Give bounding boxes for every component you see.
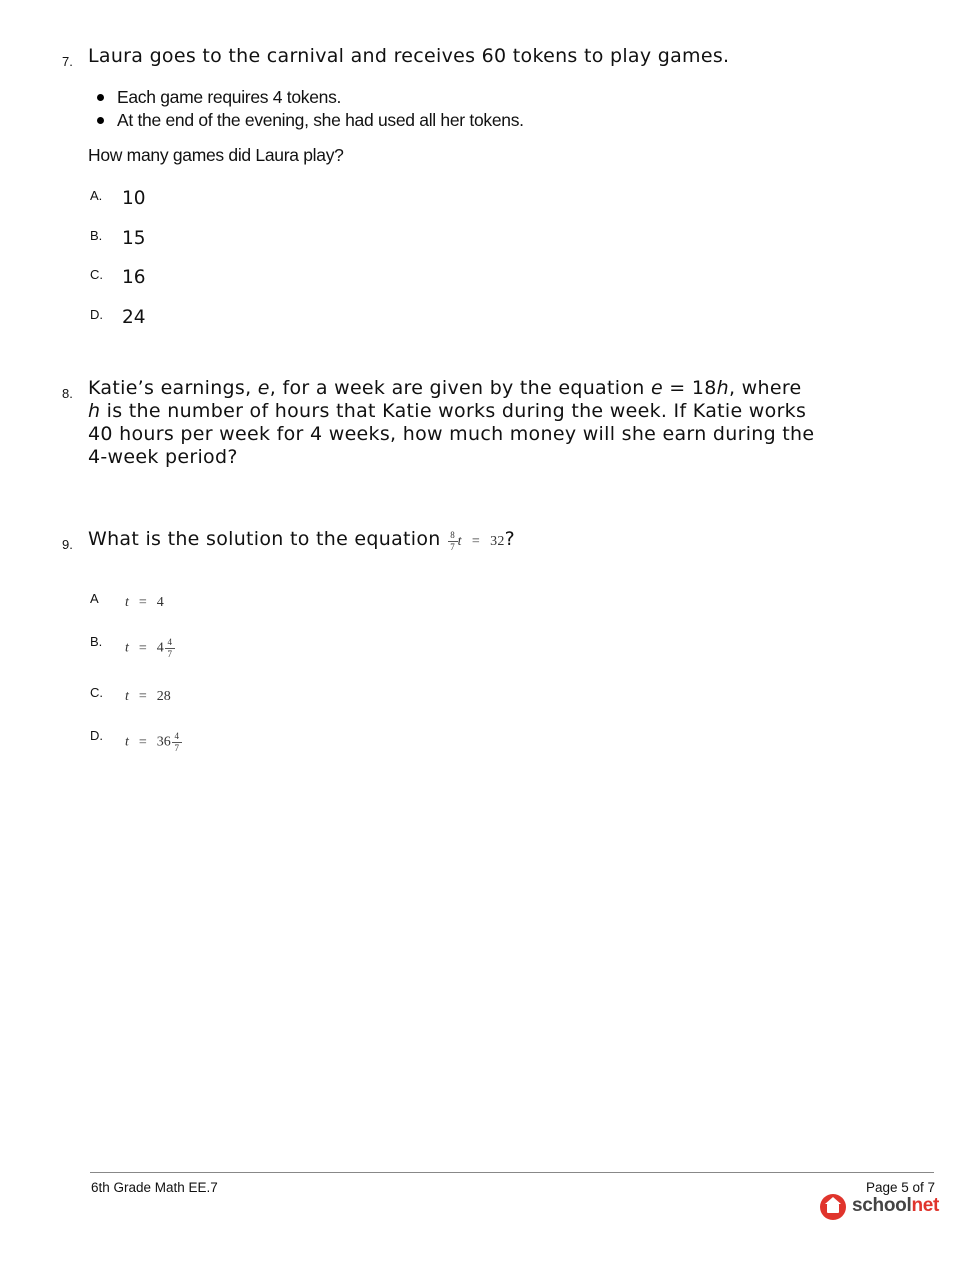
question-text: Laura goes to the carnival and receives 60 tokens to play games. <box>88 45 730 67</box>
option-label: C. <box>90 267 103 282</box>
option-value: 16 <box>122 267 146 288</box>
option-value: 24 <box>122 307 146 328</box>
fraction: $\frac{8}{7}$ <box>448 531 458 552</box>
bullet-list <box>96 86 524 132</box>
option-equation: t = 28 <box>125 689 171 704</box>
option-equation: t = 4 <box>125 595 164 610</box>
footer-divider <box>90 1172 934 1173</box>
option-value: 15 <box>122 228 146 249</box>
option-label: A. <box>90 188 103 203</box>
question-number: 7. <box>62 54 73 69</box>
option-value: 10 <box>122 188 146 209</box>
option-label: B. <box>90 228 103 243</box>
text-line: 40 hours per week for 4 weeks, how much money will she earn during the <box>88 423 815 445</box>
option-label: C. <box>90 685 103 700</box>
text-line: 4-week period? <box>88 446 238 468</box>
text-line: h is the number of hours that Katie works during the week. If Katie works <box>88 400 807 422</box>
option-label: A <box>90 591 99 606</box>
fraction: $\frac{4}{7}$ <box>165 638 175 659</box>
option-label: B. <box>90 634 103 649</box>
equation: $\frac{8}{7}$ t = 32 <box>447 534 505 549</box>
option-label: D. <box>90 728 103 743</box>
footer-title: 6th Grade Math EE.7 <box>91 1180 218 1195</box>
question-number: 8. <box>62 386 73 401</box>
option-label: D. <box>90 307 103 322</box>
logo-text: schoolnet <box>852 1195 940 1216</box>
question-text <box>88 377 814 469</box>
bullet-item: At the end of the evening, she had used all her tokens. <box>96 109 524 132</box>
text-line: Katie’s earnings, e, for a week are given by the equation e = 18h, where <box>88 377 802 399</box>
house-icon <box>820 1194 846 1220</box>
question-prompt: How many games did Laura play? <box>88 145 344 165</box>
option-equation: t = 4 $\frac{4}{7}$ <box>125 638 175 659</box>
bullet-item: Each game requires 4 tokens. <box>96 86 524 109</box>
fraction: $\frac{4}{7}$ <box>172 732 182 753</box>
page-number: Page 5 of 7 <box>865 1180 935 1195</box>
option-equation: t = 36 $\frac{4}{7}$ <box>125 732 182 753</box>
question-number: 9. <box>62 537 73 552</box>
question-text: What is the solution to the equation $\frac{8}{7}$ t = 32? <box>88 528 516 553</box>
